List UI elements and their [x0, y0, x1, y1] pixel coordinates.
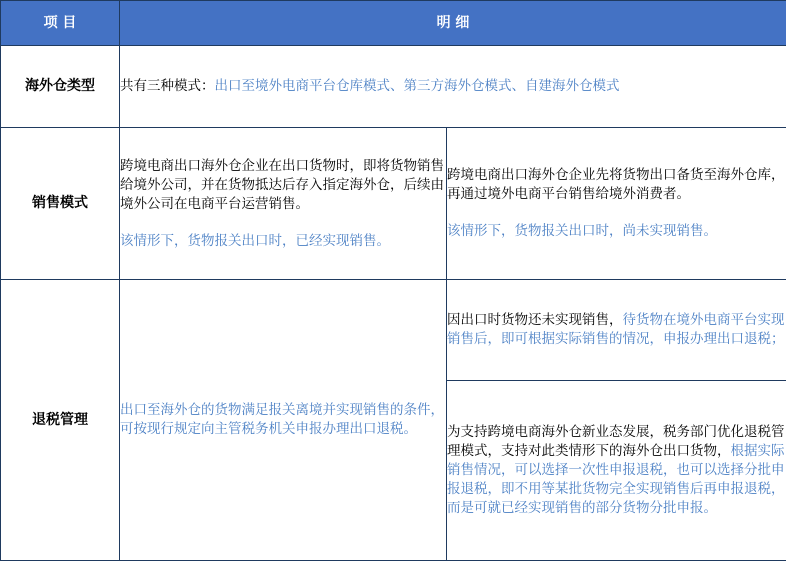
refund-right-bottom-blue: 根据实际销售情况，可以选择一次性申报退税，也可以选择分批申报退税，即不用等某批货物完全实现销售后再申报退税，而是可就已经实现销售的部分货物分批申报。	[447, 443, 785, 516]
refund-left	[120, 280, 447, 561]
sales-mode-right	[447, 128, 786, 280]
refund-right-bottom-black: 为支持跨境电商海外仓新业态发展，税务部门优化退税管理模式，支持对此类情形下的海外仓出口货物，	[447, 424, 785, 459]
header-item-label: 项 目	[44, 15, 77, 31]
row-label-warehouse-type	[1, 46, 120, 128]
sales-right-note: 该情形下，货物报关出口时，尚未实现销售。	[447, 222, 786, 241]
refund-right-top-blue: 待货物在境外电商平台实现销售后，即可根据实际销售的情况，申报办理出口退税；	[447, 312, 785, 347]
warehouse-type-prefix: 共有三种模式：	[120, 78, 215, 94]
refund-management-label: 退税管理	[32, 412, 88, 428]
header-detail-label: 明 细	[437, 15, 470, 31]
sales-mode-label: 销售模式	[32, 195, 88, 211]
sales-right-description: 跨境电商出口海外仓企业先将货物出口备货至海外仓库，再通过境外电商平台销售给境外消费者。	[447, 166, 786, 204]
warehouse-type-modes: 出口至境外电商平台仓库模式、第三方海外仓模式、自建海外仓模式	[215, 78, 620, 94]
refund-right-bottom	[447, 381, 786, 561]
refund-right-top	[447, 280, 786, 381]
header-detail	[120, 1, 786, 46]
sales-left-note: 该情形下，货物报关出口时，已经实现销售。	[120, 232, 446, 251]
sales-left-description: 跨境电商出口海外仓企业在出口货物时，即将货物销售给境外公司，并在货物抵达后存入指定海外仓，后续由境外公司在电商平台运营销售。	[120, 157, 446, 214]
row-label-refund-management	[1, 280, 120, 561]
sales-mode-left	[120, 128, 447, 280]
refund-left-text: 出口至海外仓的货物满足报关离境并实现销售的条件，可按现行规定向主管税务机关申报办理出口退税。	[120, 401, 446, 439]
warehouse-type-label: 海外仓类型	[25, 78, 95, 94]
row-label-sales-mode	[1, 128, 120, 280]
warehouse-type-detail	[120, 46, 786, 128]
header-item	[1, 1, 120, 46]
refund-right-top-black: 因出口时货物还未实现销售，	[447, 312, 623, 328]
